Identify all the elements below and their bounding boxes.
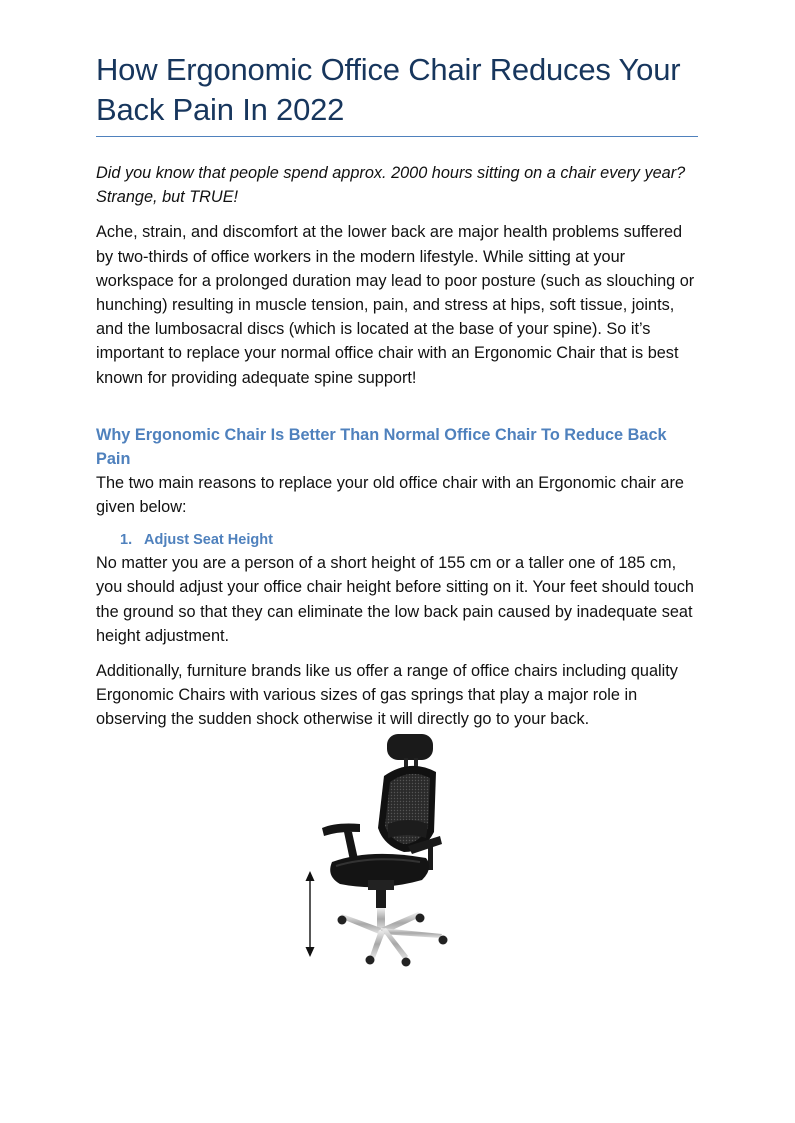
page-title: How Ergonomic Office Chair Reduces Your Back Pain In 2022 [96,52,681,127]
intro-paragraph: Did you know that people spend approx. 2000 hours sitting on a chair every year? Strange, but TRUE! [96,164,686,207]
title-divider [96,136,698,137]
ergonomic-office-chair-icon [300,728,470,974]
list-item-number: 1. [120,532,133,549]
body-paragraph-2: No matter you are a person of a short height of 155 cm or a taller one of 185 cm, you should adjust your office chair height before sitting on it. Your feet should touch the ground so that they can eliminate the low back pain caused by inadequate seat height adjustment. [96,554,694,645]
body-paragraph-1: Ache, strain, and discomfort at the lower back are major health problems suffered by two-thirds of office workers in the modern lifestyle. While sitting at your workspace for a prolonged duration may lead to poor posture (such as slouching or hunching) resulting in muscle tension, pain, and stress at hips, soft tissue, joints, and the lumbosacral discs (which is located at the base of your spine). So it’s important to replace your normal office chair with an Ergonomic Chair that is best known for providing adequate spine support! [96,223,695,387]
list-item-adjust-seat-height [96,529,698,551]
section-intro-paragraph: The two main reasons to replace your old office chair with an Ergonomic chair are given below: [96,473,684,517]
list-item-label: Adjust Seat Height [144,532,273,549]
document-page [96,50,698,732]
section-heading: Why Ergonomic Chair Is Better Than Normal Office Chair To Reduce Back Pain [96,425,667,468]
chair-figure [300,728,470,974]
body-paragraph-3: Additionally, furniture brands like us offer a range of office chairs including quality Ergonomic Chairs with various sizes of gas springs that play a major role in observing the sudden shock otherwise it will directly go to your back. [96,662,678,729]
height-adjust-arrow-icon [306,871,315,957]
